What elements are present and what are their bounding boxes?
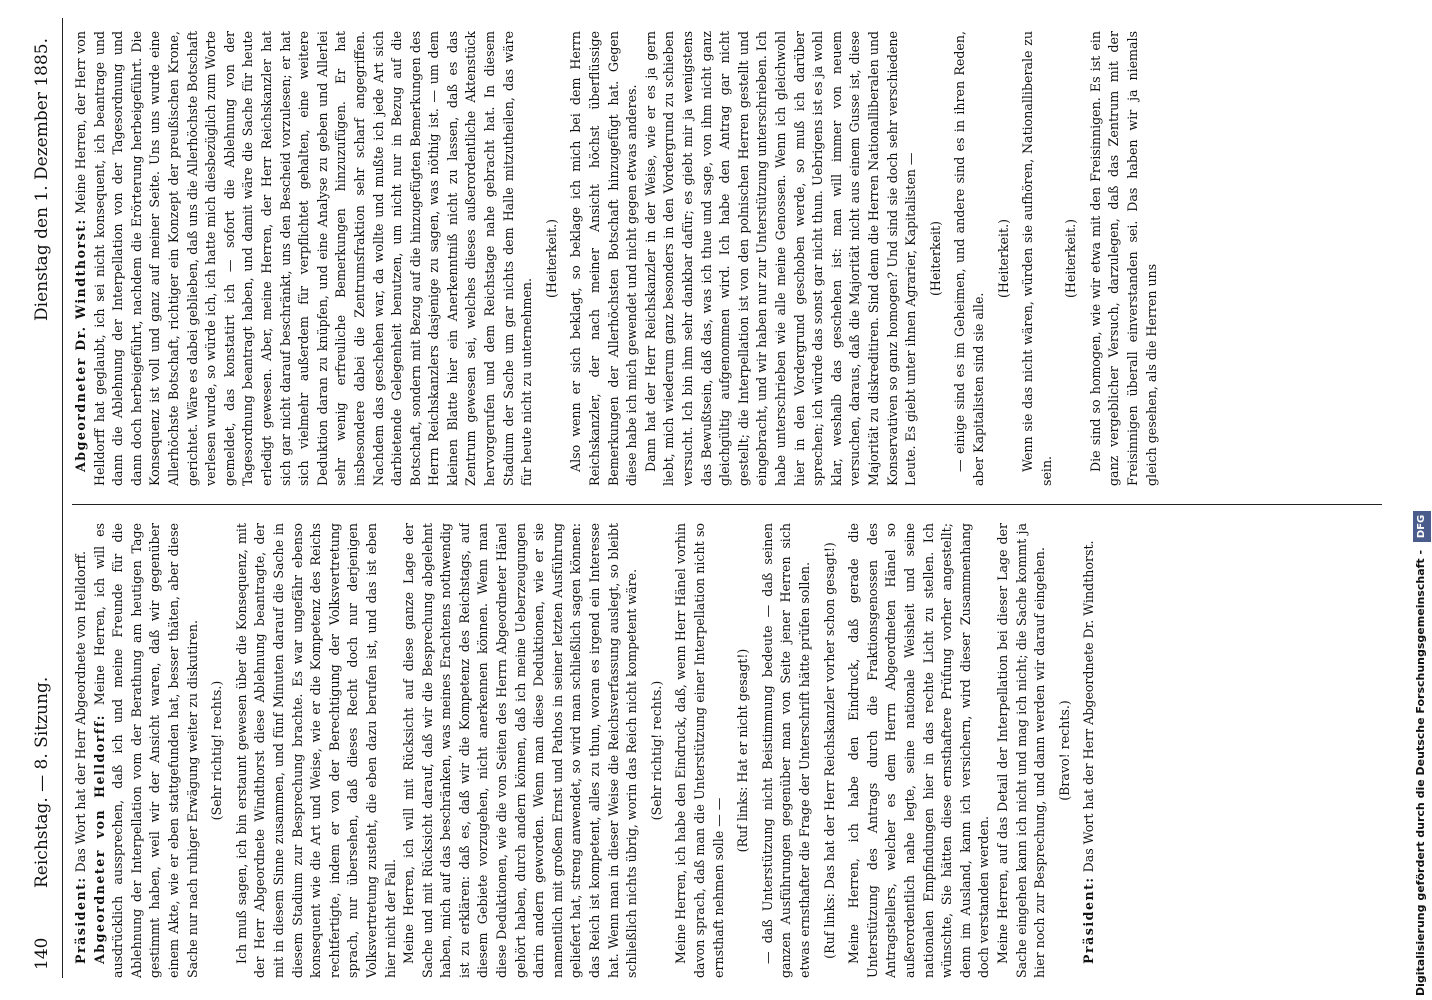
page-header [26, 18, 66, 978]
paragraph-text: Meine Herren, ich habe den Eindruck, daß gerade die Unterstützung des Antrags durch die Fraktionsgenossen des Antragstellers, welcher es dem Herrn Abgeordneten Hänel so außerordentlich nahe legte, seine nationale Weisheit und seine nationalen Empfindungen hier in das rechte Licht zu stellen. Ich wünschte, Sie hätten diese ernsthaftere Prüfung vorher angestellt; denn im Ausland, kann ich versichern, wird dieser Zusammenhang doch verstanden werden. [846, 523, 992, 978]
paragraph-text: Die sind so homogen, wie wir etwa mit den Freisinnigen. Es ist ein ganz vergeblicher Versuch, darzulegen, daß das Zentrum mit der Freisinnigen überall einverstanden sei. Das haben wir ja niemals gleich gesehen, als die Herren uns [1087, 31, 1159, 486]
funding-note-text: Digitalisierung gefördert durch die Deutsche Forschungsgemeinschaft - [1414, 549, 1427, 996]
paragraph-text: Das Wort hat der Herr Abgeordnete von Helldorff. [73, 550, 88, 873]
paragraph [72, 523, 91, 978]
paragraph [845, 523, 994, 978]
paragraph-text: — daß Unterstützung nicht Beistimmung bedeute — daß seinen ganzen Ausführungen gegenüber man von Seite jener Herren sich etwas ernsthafter die Frage der Unterschrift hätte prüfen sollen. [759, 523, 812, 978]
interjection-text: (Heiterkeit) [927, 221, 943, 296]
paragraph-text: Meine Herren, ich will mit Rücksicht auf diese ganze Lage der Sache und mit Rücksicht darauf, daß wir die Besprechung abgelehnt haben, mich auf das beschränken, was meines Erachtens nothwendig ist zu erklären: daß es, daß wir die Kompetenz des Reichstags, auf diesem Gebiete vorzugehen, nicht anerkennen können. Wenn man diese Deduktionen, wie die von Seiten des Herrn Abgeordneter Hänel gehört haben, durch andern können, daß ich meine Ueberzeugungen darin andern geworden. Wenn man diese Deduktionen, wie er sie namentlich mit großem Ernst und Pathos in seiner letzten Ausführung geliefert hat, streng anwendet, so wird man schließlich sagen können: das Reich ist kompetent, alles zu thun, woran es irgend ein Interesse hat. Wenn man in dieser Weise die Reichsverfassung auslegt, so bleibt schließlich nichts übrig, worin das Reich nicht kompetent wäre. [401, 523, 640, 978]
interjection-text: (Ruf links: Hat er nicht gesagt!) [735, 648, 751, 853]
interjection-text: (Heiterkeit.) [995, 219, 1011, 298]
interjection [927, 31, 946, 486]
paragraph [1080, 523, 1099, 978]
paragraph [233, 523, 400, 978]
header-rule [62, 18, 63, 978]
paragraph-text: Also wenn er sich beklagt, so beklage ich mich bei dem Herrn Reichskanzler, der nach meiner Ansicht höchst überflüssige Bemerkungen der Allerhöchsten Botschaft hinzugefügt hat. Gegen diese habe ich mich gewendet und nicht gegen etwas anderes. [568, 31, 640, 486]
paragraph [951, 31, 988, 486]
header-session: Reichstag. — 8. Sitzung. [32, 676, 52, 888]
left-column [72, 523, 1382, 978]
paragraph-text: Meine Herren, auf das Detail der Interpellation bei dieser Lage der Sache eingehen kann ich nicht und mag ich nicht; die Sache kommt ja hier noch zur Besprechung, und dann werden wir darauf eingehen. [994, 523, 1048, 978]
speaker-name: Abgeordneter Dr. Windthorst: [73, 218, 88, 472]
interjection-text: (Bravo! rechts.) [1056, 700, 1072, 801]
interjection [1056, 523, 1075, 978]
dfg-logo: DFG [1413, 511, 1431, 542]
interjection [734, 523, 753, 978]
interjection [208, 523, 227, 978]
page-number: 140 [32, 937, 52, 970]
paragraph [1019, 31, 1056, 486]
paragraph [72, 31, 537, 486]
interjection [995, 31, 1014, 486]
interjection-text: (Heiterkeit.) [543, 219, 559, 298]
paragraph-text: Meine Herren, ich habe den Eindruck, daß, wenn Herr Hänel vorhin davon sprach, daß man die Unterstützung einer Interpellation nicht so ernsthaft nehmen solle — — [673, 523, 726, 978]
header-date: Dienstag den 1. Dezember 1885. [32, 38, 52, 321]
paragraph [91, 523, 203, 978]
interjection-text: (Sehr richtig! rechts.) [209, 680, 225, 821]
interjection [821, 523, 840, 978]
paragraph [400, 523, 642, 978]
column-divider [72, 504, 1382, 505]
paragraph-text: Ich muß sagen, ich bin erstaunt gewesen über die Konsequenz, mit der Herr Abgeordnete Windthorst diese Ablehnung beantragte, der mit in diesem Sinne zusammen, und fünf Minuten darauf die Sache in diesem Stadium zur Besprechung brachte. Es war ungefähr ebenso konsequent wie die Art und Weise, wie er die Kompetenz des Reichs rechtfertigte, indem er von der Berechtigung der Volksvertretung sprach, nur übersehen, daß dieses Recht doch nur derjenigen Volksvertretung zusteht, die eben dazu berufen ist, und das ist eben hier nicht der Fall. [233, 523, 398, 978]
paragraph [1087, 31, 1161, 486]
interjection [1062, 31, 1081, 486]
paragraph-text: Dann hat der Herr Reichskanzler in der Weise, wie er es ja gern liebt, mich wiederum ganz besonders in den Vordergrund zu schieben versucht. Ich bin ihm sehr dankbar dafür; es giebt mir ja wenigstens das Bewußtsein, daß das, was ich thue und sage, von ihm nicht ganz gleichgültig aufgenommen wird. Ich habe den Antrag gar nicht gestellt; die Interpellation ist von den polnischen Herren gestellt und eingebracht, und wir haben nur zur Unterstützung unterschrieben. Ich habe unterschrieben wie alle meine Genossen. Wenn ich gleichwohl hier in den Vordergrund geschoben werde, so muß ich darüber sprechen; ich würde das sonst gar nicht thun. Uebrigens ist es ja wohl klar, weshalb das geschehen ist: man will immer von neuem versuchen, daraus, daß die Majorität nicht aus einem Gusse ist, diese Majorität zu diskreditiren. Sind denn die Herren Nationalliberalen und Konservativen so ganz homogen? Und sind sie doch sehr verschiedene Leute. Es giebt unter ihnen Agrarier, Kapitalisten — [642, 31, 919, 486]
interjection [648, 523, 667, 978]
interjection-text: (Sehr richtig! rechts.) [648, 680, 664, 821]
paragraph-text: Wenn sie das nicht wären, würden sie aufhören, Nationalliberale zu sein. [1020, 31, 1054, 486]
paragraph [759, 523, 815, 978]
interjection-text: (Heiterkeit.) [1063, 219, 1079, 298]
paragraph-text: Das Wort hat der Herr Abgeordnete Dr. Windthorst. [1081, 540, 1097, 873]
speaker-name: Abgeordneter von Helldorff: [91, 714, 107, 964]
interjection-text: (Ruf links: Das hat der Herr Reichskanzler vorher schon gesagt!) [821, 542, 837, 959]
paragraph-text: Meine Herren, ich will es ausdrücklich aussprechen, daß ich und meine Freunde für die Ablehnung der Interpellation vom der Berathung am heutigen Tage gestimmt haben, weil wir der Ansicht waren, daß wir gegenüber einem Akte, wie er eben stattgefunden hat, besser thäten, aber diese Sache nur nach ruhiger Erwägung weiter zu diskutiren. [91, 523, 200, 978]
interjection [543, 31, 562, 486]
right-column [72, 31, 1382, 486]
paragraph [672, 523, 728, 978]
rotated-document-page [18, 18, 1393, 978]
paragraph [567, 31, 641, 486]
paragraph-text: Meine Herren, der Herr von Helldorff hat geglaubt, ich sei nicht konsequent, ich beantrage und dann die Ablehnung der Interpellation von der Tagesordnung und dann doch herbeigeführt, nachdem die Erörterung herbeigeführt. Die Konsequenz ist voll und ganz auf meiner Seite. Uns uns wurde eine Allerhöchste Botschaft, richtiger ein Konzept der preußischen Krone, gerichtet. Wäre es dabei geblieben, daß uns die Allerhöchste Botschaft verlesen wurde, so würde ich, ich hatte mich diesbezüglich zum Worte gemeldet, das konstatirt ich — sofort die Ablehnung von der Tagesordnung beantragt haben, und damit wäre die Sache für heute erledigt gewesen. Aber, meine Herren, der Herr Reichskanzler hat sich gar nicht darauf beschränkt, uns den Bescheid vorzulesen; er hat sich vielmehr außerdem für verpflichtet gehalten, eine weitere Deduktion daran zu knüpfen, und eine Analyse zu geben und Allerlei sehr wenig erfreuliche Bemerkungen hinzuzufügen. Er hat insbesondere dabei die Zentrumsfraktion sehr scharf angegriffen. Nachdem das geschehen war, da wollte und mußte ich jede Art sich darbietende Gelegenheit benutzen, um nicht nur in Bezug auf die Botschaft, sondern mit Bezug auf die hinzugefügten Bemerkungen des Herrn Reichskanzlers dasjenige zu sagen, was nöthig ist. — um dem kleinen Blatte hier ein Anerkenntniß nicht zu lassen, daß es das Zentrum gewesen sei, welches dieses außerordentliche Aktenstück hervorgerufen und dem Reichstage nahe gebracht hat. In diesem Stadium der Sache um gar nichts dem Halle mitzutheilen, das wäre für heute nicht zu unternehmen. [73, 31, 535, 486]
paragraph [642, 31, 921, 486]
funding-note [1412, 6, 1430, 996]
paragraph-text: — einige sind es im Geheimen, und andere sind es in ihren Reden, aber Kapitalisten sind sie alle. [952, 31, 986, 486]
speaker-name: Präsident: [73, 876, 88, 964]
speaker-name: Präsident: [1081, 876, 1097, 964]
paragraph [994, 523, 1050, 978]
